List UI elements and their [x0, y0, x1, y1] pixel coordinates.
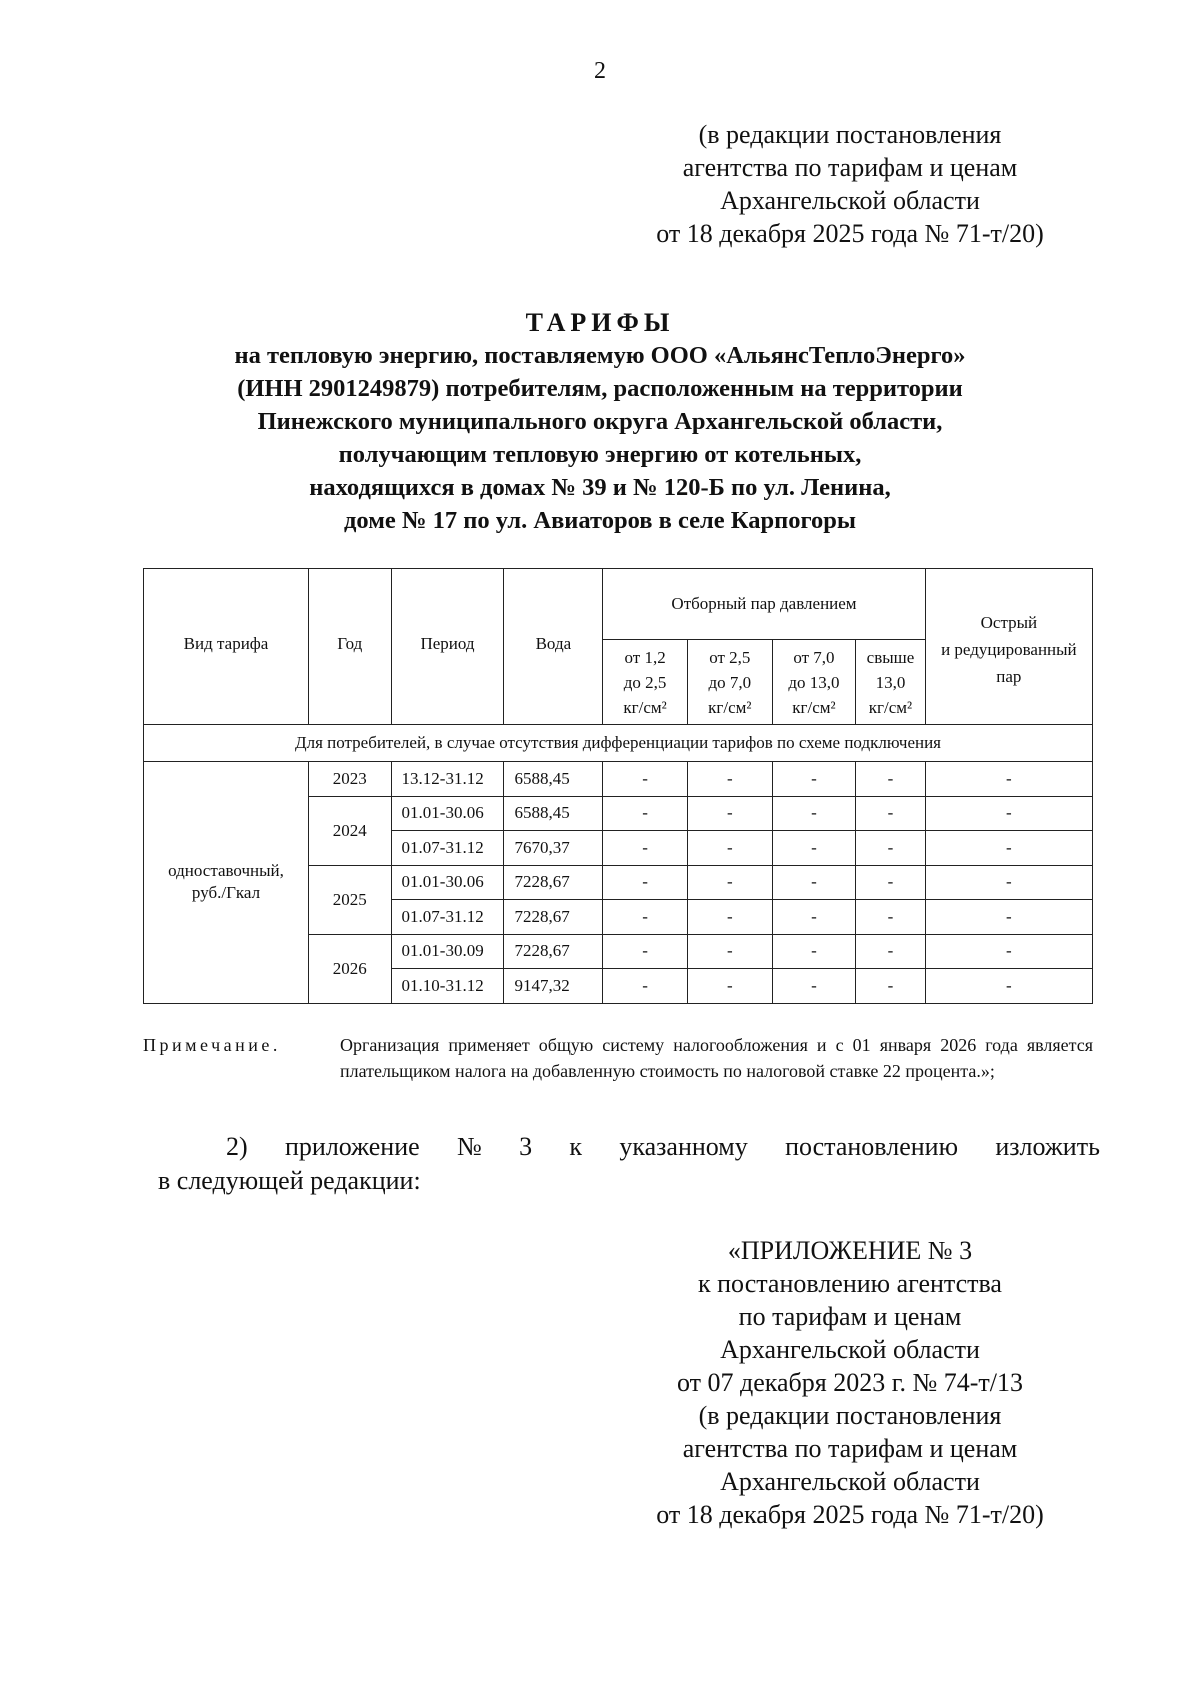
- header-sharp-steam-line: и редуцированный: [941, 640, 1077, 659]
- pressure-line: кг/см²: [792, 697, 836, 717]
- item-2-second-line: в следующей редакции:: [158, 1166, 421, 1195]
- note-text: Организация применяет общую систему налогообложения и с 01 января 2026 года является плательщиком налога на добавленную стоимость по налоговой ставке 22 процента.»;: [340, 1035, 1093, 1081]
- pressure-cell: -: [856, 969, 926, 1004]
- title-line: на тепловую энергию, поставляемую ООО «АльянсТеплоЭнерго»: [234, 342, 966, 369]
- period-cell: 01.07-31.12: [391, 831, 504, 866]
- water-cell: 7670,37: [504, 831, 603, 866]
- appendix-line: Архангельской области: [720, 1467, 980, 1496]
- pressure-cell: -: [856, 934, 926, 969]
- sharp-steam-cell: -: [925, 934, 1092, 969]
- year-cell: 2026: [309, 934, 392, 1003]
- title-line: Пинежского муниципального округа Архангельской области,: [257, 408, 943, 435]
- pressure-cell: -: [772, 831, 856, 866]
- edition-line: (в редакции постановления: [698, 120, 1002, 149]
- appendix-line: по тарифам и ценам: [738, 1302, 962, 1331]
- edition-line: от 18 декабря 2025 года № 71-т/20): [656, 219, 1044, 248]
- document-title: [150, 306, 1050, 537]
- header-sharp-steam: [925, 569, 1092, 725]
- pressure-cell: -: [687, 969, 772, 1004]
- item-2-paragraph: [158, 1130, 1100, 1198]
- pressure-line: до 13,0: [788, 672, 840, 692]
- item-2-word: 2): [226, 1132, 248, 1161]
- pressure-line: кг/см²: [708, 697, 752, 717]
- period-cell: 01.01-30.06: [391, 865, 504, 900]
- title-line: доме № 17 по ул. Авиаторов в селе Карпогоры: [344, 507, 856, 534]
- appendix-line: (в редакции постановления: [698, 1401, 1002, 1430]
- sharp-steam-cell: -: [925, 865, 1092, 900]
- tariff-type-line: руб./Гкал: [191, 883, 261, 903]
- pressure-cell: -: [772, 969, 856, 1004]
- page-number: 2: [594, 58, 606, 84]
- pressure-cell: -: [856, 865, 926, 900]
- table-row: [144, 762, 1093, 797]
- item-2-word: 3: [519, 1132, 533, 1161]
- period-cell: 01.10-31.12: [391, 969, 504, 1004]
- sharp-steam-cell: -: [925, 762, 1092, 797]
- pressure-cell: -: [772, 762, 856, 797]
- water-cell: 7228,67: [504, 900, 603, 935]
- appendix-line: агентства по тарифам и ценам: [682, 1434, 1018, 1463]
- sharp-steam-cell: -: [925, 831, 1092, 866]
- header-water: Вода: [504, 569, 603, 725]
- pressure-line: от 1,2: [624, 647, 666, 667]
- title-line: находящихся в домах № 39 и № 120-Б по ул. Ленина,: [309, 474, 891, 501]
- year-cell: 2023: [309, 762, 392, 797]
- water-cell: 7228,67: [504, 865, 603, 900]
- pressure-cell: -: [603, 762, 688, 797]
- sharp-steam-cell: -: [925, 796, 1092, 831]
- period-cell: 01.01-30.09: [391, 934, 504, 969]
- header-pressure-2: [687, 640, 772, 725]
- pressure-line: до 2,5: [623, 672, 667, 692]
- edition-line: агентства по тарифам и ценам: [682, 153, 1018, 182]
- item-2-word: к: [569, 1132, 583, 1161]
- title-heading: ТАРИФЫ: [525, 308, 675, 337]
- sharp-steam-cell: -: [925, 900, 1092, 935]
- appendix-line: Архангельской области: [720, 1335, 980, 1364]
- header-year: Год: [309, 569, 392, 725]
- pressure-cell: -: [687, 934, 772, 969]
- tariff-type-cell: [144, 762, 309, 1004]
- appendix-line: от 18 декабря 2025 года № 71-т/20): [656, 1500, 1044, 1529]
- item-2-word: указанному: [619, 1132, 748, 1161]
- water-cell: 6588,45: [504, 762, 603, 797]
- title-line: получающим тепловую энергию от котельных,: [338, 441, 862, 468]
- pressure-line: свыше: [866, 647, 915, 667]
- appendix-header: [600, 1234, 1100, 1531]
- item-2-first-line: [158, 1130, 1100, 1164]
- pressure-cell: -: [772, 865, 856, 900]
- pressure-cell: -: [603, 934, 688, 969]
- item-2-word: №: [456, 1132, 482, 1161]
- appendix-line: от 07 декабря 2023 г. № 74-т/13: [676, 1368, 1024, 1397]
- note-block: [143, 1032, 1093, 1084]
- sharp-steam-cell: -: [925, 969, 1092, 1004]
- tariff-type-line: одноставочный,: [168, 861, 284, 881]
- pressure-cell: -: [687, 865, 772, 900]
- header-pressure-1: [603, 640, 688, 725]
- year-cell: 2025: [309, 865, 392, 934]
- header-tariff-type: Вид тарифа: [144, 569, 309, 725]
- year-cell: 2024: [309, 796, 392, 865]
- pressure-cell: -: [772, 934, 856, 969]
- pressure-cell: -: [603, 831, 688, 866]
- water-cell: 7228,67: [504, 934, 603, 969]
- header-sharp-steam-line: пар: [996, 667, 1022, 686]
- item-2-word: приложение: [284, 1132, 420, 1161]
- note-label: Примечание.: [143, 1035, 281, 1055]
- tariff-table: [143, 568, 1093, 1004]
- pressure-line: кг/см²: [868, 697, 913, 717]
- pressure-cell: -: [603, 796, 688, 831]
- header-selected-steam: Отборный пар давлением: [603, 569, 925, 640]
- header-sharp-steam-line: Острый: [980, 613, 1038, 632]
- pressure-cell: -: [687, 796, 772, 831]
- edition-line: Архангельской области: [720, 186, 980, 215]
- pressure-cell: -: [687, 831, 772, 866]
- edition-note-top: [600, 118, 1100, 250]
- pressure-line: от 7,0: [793, 647, 835, 667]
- header-period: Период: [391, 569, 504, 725]
- pressure-cell: -: [856, 762, 926, 797]
- water-cell: 6588,45: [504, 796, 603, 831]
- pressure-cell: -: [687, 762, 772, 797]
- pressure-cell: -: [687, 900, 772, 935]
- header-pressure-3: [772, 640, 856, 725]
- period-cell: 01.01-30.06: [391, 796, 504, 831]
- pressure-cell: -: [772, 796, 856, 831]
- pressure-line: кг/см²: [623, 697, 667, 717]
- header-pressure-4: [856, 640, 926, 725]
- consumer-note-row: Для потребителей, в случае отсутствия дифференциации тарифов по схеме подключения: [144, 725, 1093, 762]
- pressure-cell: -: [603, 969, 688, 1004]
- pressure-cell: -: [856, 796, 926, 831]
- item-2-word: изложить: [995, 1132, 1100, 1161]
- pressure-cell: -: [772, 900, 856, 935]
- appendix-line: к постановлению агентства: [698, 1269, 1002, 1298]
- pressure-cell: -: [856, 831, 926, 866]
- period-cell: 13.12-31.12: [391, 762, 504, 797]
- pressure-cell: -: [603, 900, 688, 935]
- appendix-line: «ПРИЛОЖЕНИЕ № 3: [727, 1236, 973, 1265]
- period-cell: 01.07-31.12: [391, 900, 504, 935]
- pressure-line: 13,0: [875, 672, 906, 692]
- pressure-cell: -: [603, 865, 688, 900]
- pressure-cell: -: [856, 900, 926, 935]
- pressure-line: от 2,5: [709, 647, 751, 667]
- water-cell: 9147,32: [504, 969, 603, 1004]
- pressure-line: до 7,0: [708, 672, 752, 692]
- title-line: (ИНН 2901249879) потребителям, расположенным на территории: [237, 375, 963, 402]
- item-2-word: постановлению: [785, 1132, 958, 1161]
